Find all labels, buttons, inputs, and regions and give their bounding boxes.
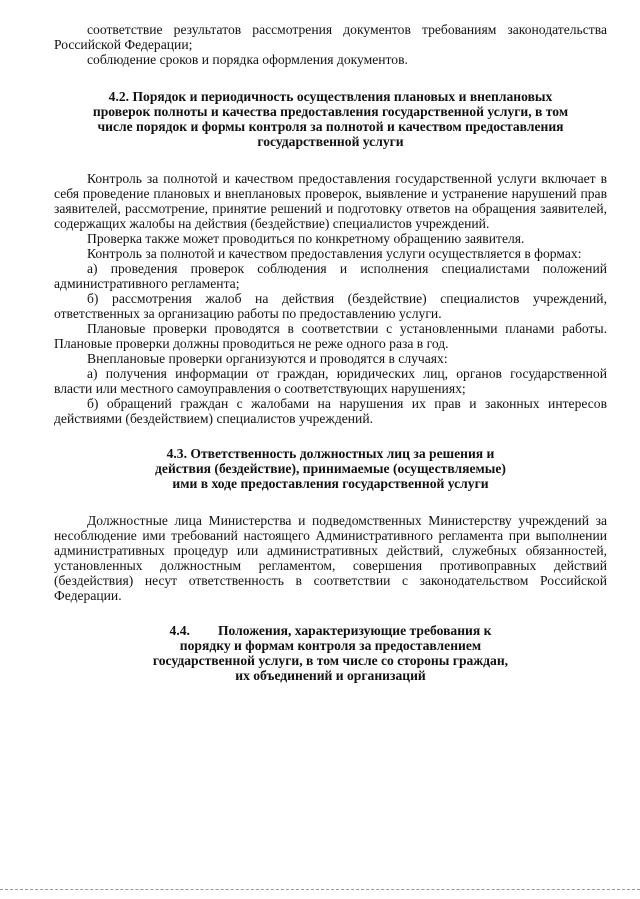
document-body xyxy=(54,22,607,683)
section-4-4-heading-line: государственной услуги, в том числе со стороны граждан, xyxy=(152,653,509,668)
section-4-3-heading xyxy=(54,446,607,491)
section-4-4-heading-line: их объединений и организаций xyxy=(235,668,426,683)
page-bottom-divider xyxy=(0,889,640,890)
section-4-2-list-item: б) рассмотрения жалоб на действия (бездействие) специалистов учреждений, ответственных за организацию работы по предоставлению услуги. xyxy=(54,291,607,321)
section-4-4-heading-line xyxy=(54,623,607,638)
section-4-4-heading-text: Положения, характеризующие требования к xyxy=(217,623,492,638)
section-4-2-list-item: а) получения информации от граждан, юридических лиц, органов государственной власти или местного самоуправления о соответствующих нарушениях; xyxy=(54,366,607,396)
section-4-2-list-item: а) проведения проверок соблюдения и исполнения специалистами положений административного регламента; xyxy=(54,261,607,291)
section-4-2-list-item: б) обращений граждан с жалобами на нарушения их прав и законных интересов действиями (бездействием) специалистов учреждений. xyxy=(54,396,607,426)
section-4-2-paragraph: Проверка также может проводиться по конкретному обращению заявителя. xyxy=(87,231,525,246)
section-4-2-heading-line: числе порядок и формы контроля за полнотой и качеством предоставления xyxy=(97,119,564,134)
section-4-3-heading-line: действия (бездействие), принимаемые (осуществляемые) xyxy=(155,461,506,476)
section-4-3-heading-line: 4.3. Ответственность должностных лиц за решения и xyxy=(166,446,495,461)
section-4-4-number: 4.4. xyxy=(169,623,190,638)
section-4-2-heading-line: государственной услуги xyxy=(257,134,404,149)
section-4-2-heading xyxy=(54,89,607,149)
section-4-4-heading xyxy=(54,623,607,683)
section-4-2-heading-line: проверок полноты и качества предоставления государственной услуги, в том xyxy=(92,104,569,119)
section-4-2-paragraph: Контроль за полнотой и качеством предоставления услуги осуществляется в формах: xyxy=(87,246,582,261)
section-4-2-heading-line: 4.2. Порядок и периодичность осуществления плановых и внеплановых xyxy=(108,89,553,104)
section-4-2-paragraph: Контроль за полнотой и качеством предоставления государственной услуги включает в себя проведение плановых и внеплановых проверок, выявление и устранение нарушений прав заявителей, рассмотрение, принятие решений и подготовку ответов на обращения заявителей, содержащих жалобы на действия (бездействие) специалистов учреждений. xyxy=(54,171,607,231)
intro-paragraph-1: соответствие результатов рассмотрения документов требованиям законодательства Российской Федерации; xyxy=(54,22,607,52)
section-4-2-paragraph: Внеплановые проверки организуются и проводятся в случаях: xyxy=(87,351,448,366)
section-4-4-heading-line: порядку и формам контроля за предоставлением xyxy=(179,638,482,653)
section-4-3-heading-line: ими в ходе предоставления государственной услуги xyxy=(172,476,489,491)
section-4-3-paragraph: Должностные лица Министерства и подведомственных Министерству учреждений за несоблюдение ими требований настоящего Административного регламента при выполнении административных процедур или административных действий, служебных обязанностей, установленных должностным регламентом, совершения противоправных действий (бездействия) несут ответственность в соответствии с законодательством Российской Федерации. xyxy=(54,513,607,603)
section-4-2-paragraph: Плановые проверки проводятся в соответствии с установленными планами работы. Плановые проверки должны проводиться не реже одного раза в год. xyxy=(54,321,607,351)
intro-paragraph-2: соблюдение сроков и порядка оформления документов. xyxy=(87,52,408,67)
